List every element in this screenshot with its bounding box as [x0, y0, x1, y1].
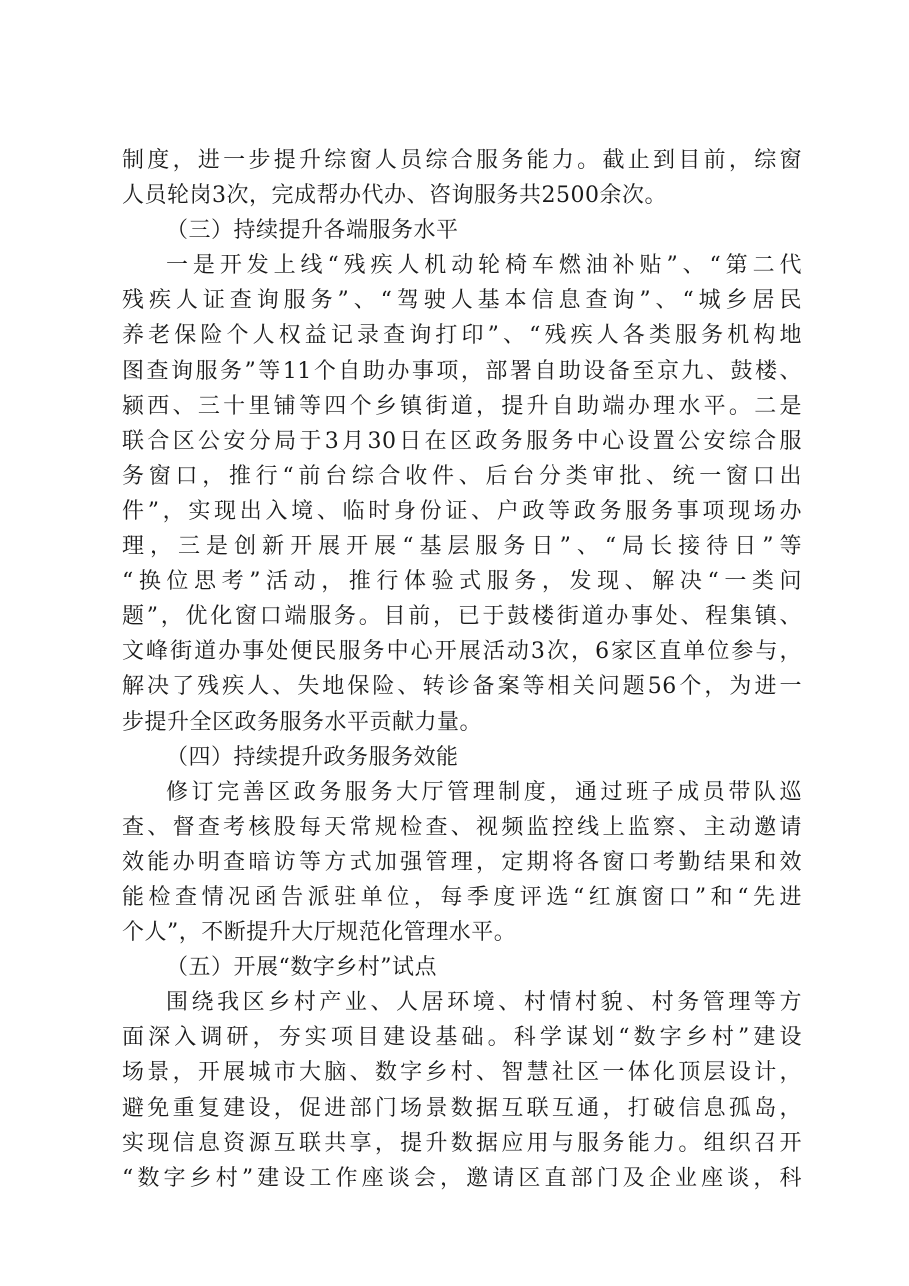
- paragraph-line: “换位思考”活动，推行体验式服务，发现、解决“一类问: [122, 569, 802, 595]
- paragraph-line: 效能办明查暗访等方式加强管理，定期将各窗口考勤结果和效: [122, 849, 802, 875]
- paragraph-line: 养老保险个人权益记录查询打印”、“残疾人各类服务机构地: [122, 323, 802, 349]
- paragraph-line: 图查询服务”等11个自助办事项，部署自助设备至京九、鼓楼、: [122, 358, 802, 384]
- paragraph-line: 场景，开展城市大脑、数字乡村、智慧社区一体化顶层设计，: [122, 1060, 802, 1086]
- paragraph-line: 解决了残疾人、失地保险、转诊备案等相关问题56个，为进一: [122, 674, 802, 700]
- paragraph-line: 避免重复建设，促进部门场景数据互联互通，打破信息孤岛，: [122, 1095, 802, 1121]
- paragraph-line: 修订完善区政务服务大厅管理制度，通过班子成员带队巡: [166, 779, 802, 805]
- paragraph-line: “数字乡村”建设工作座谈会，邀请区直部门及企业座谈，科: [122, 1165, 802, 1191]
- section-heading: （五）开展“数字乡村”试点: [166, 955, 437, 981]
- paragraph-line: 题”，优化窗口端服务。目前，已于鼓楼街道办事处、程集镇、: [122, 604, 802, 630]
- paragraph-line: 件”，实现出入境、临时身份证、户政等政务服务事项现场办: [122, 498, 802, 524]
- paragraph-line: 制度，进一步提升综窗人员综合服务能力。截止到目前，综窗: [122, 148, 802, 173]
- paragraph-line: 务窗口，推行“前台综合收件、后台分类审批、统一窗口出: [122, 463, 802, 489]
- paragraph-line: 理，三是创新开展开展“基层服务日”、“局长接待日”等: [122, 534, 802, 560]
- paragraph-line: 围绕我区乡村产业、人居环境、村情村貌、村务管理等方: [166, 990, 802, 1016]
- paragraph-line: 个人”，不断提升大厅规范化管理水平。: [122, 920, 517, 946]
- document-body: [122, 143, 802, 1196]
- paragraph-line: 查、督查考核股每天常规检查、视频监控线上监察、主动邀请: [122, 814, 802, 840]
- paragraph-line: 实现信息资源互联共享，提升数据应用与服务能力。组织召开: [122, 1130, 802, 1156]
- section-heading: （三）持续提升各端服务水平: [166, 218, 459, 244]
- paragraph-line: 联合区公安分局于3月30日在区政务服务中心设置公安综合服: [122, 428, 802, 454]
- paragraph-line: 能检查情况函告派驻单位，每季度评选“红旗窗口”和“先进: [122, 884, 802, 910]
- paragraph-line: 步提升全区政务服务水平贡献力量。: [122, 709, 483, 735]
- paragraph-line: 颍西、三十里铺等四个乡镇街道，提升自助端办理水平。二是: [122, 393, 802, 419]
- section-heading: （四）持续提升政务服务效能: [166, 744, 459, 770]
- paragraph-line: 人员轮岗3次，完成帮办代办、咨询服务共2500余次。: [122, 183, 667, 209]
- paragraph-line: 文峰街道办事处便民服务中心开展活动3次，6家区直单位参与，: [122, 639, 802, 665]
- paragraph-line: 面深入调研，夯实项目建设基础。科学谋划“数字乡村”建设: [122, 1025, 802, 1051]
- paragraph-line: 一是开发上线“残疾人机动轮椅车燃油补贴”、“第二代: [166, 253, 802, 279]
- paragraph-line: 残疾人证查询服务”、“驾驶人基本信息查询”、“城乡居民: [122, 288, 802, 314]
